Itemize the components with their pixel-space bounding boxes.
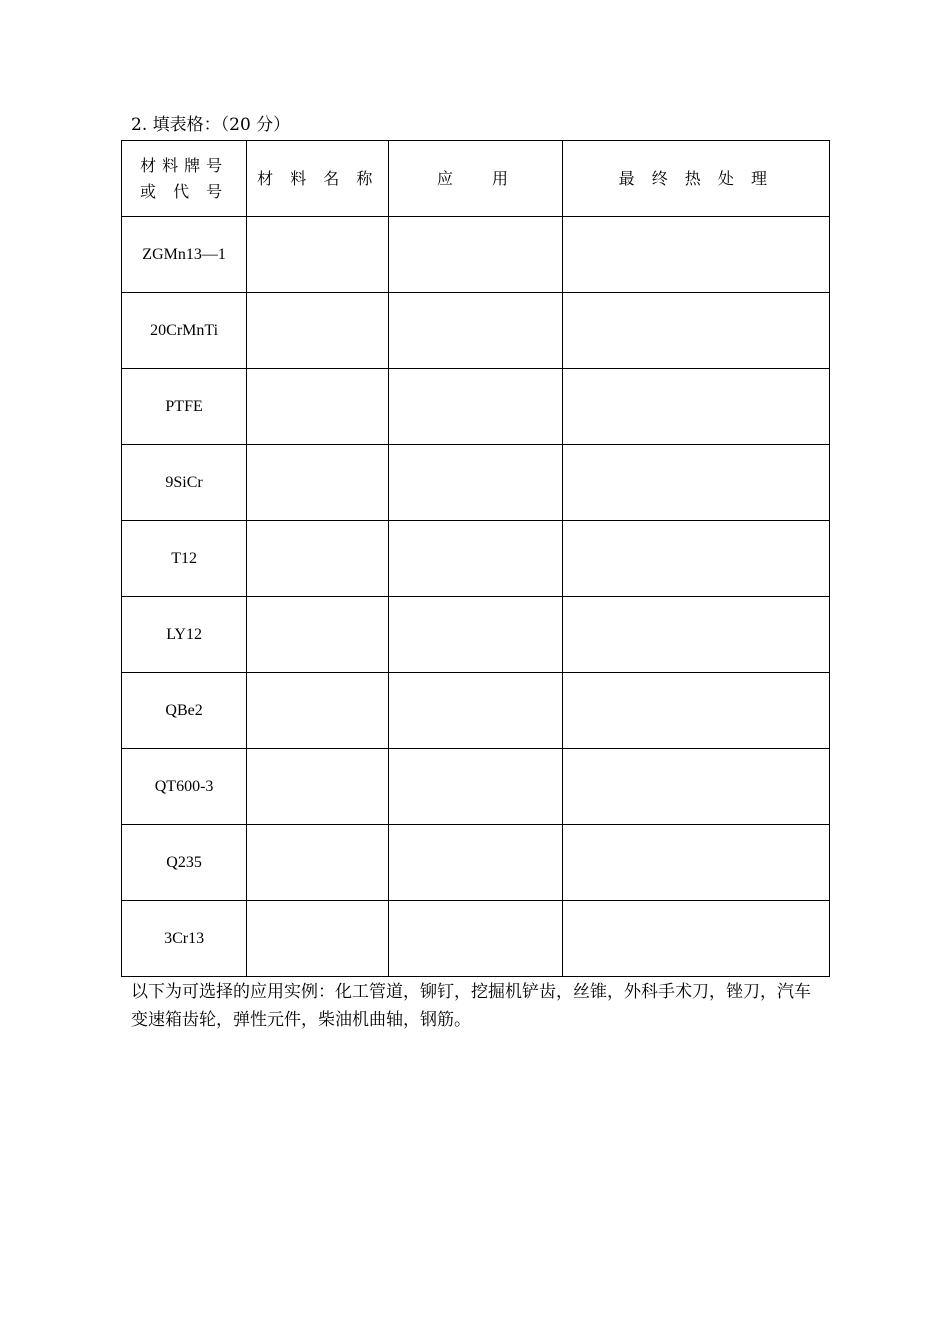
heat-treatment-cell[interactable] (562, 749, 829, 825)
application-cell[interactable] (389, 369, 562, 445)
material-name-cell[interactable] (247, 293, 389, 369)
application-cell[interactable] (389, 749, 562, 825)
table-row (122, 673, 830, 749)
application-cell[interactable] (389, 597, 562, 673)
question-title: 2. 填表格：（20 分） (131, 115, 291, 135)
application-cell[interactable] (389, 673, 562, 749)
material-name-cell[interactable] (247, 901, 389, 977)
heat-treatment-cell[interactable] (562, 673, 829, 749)
table-row (122, 597, 830, 673)
table-header-row (122, 141, 830, 217)
material-code-cell: ZGMn13—1 (122, 217, 247, 293)
application-cell[interactable] (389, 825, 562, 901)
material-code-cell: LY12 (122, 597, 247, 673)
material-code-cell: T12 (122, 521, 247, 597)
heat-treatment-cell[interactable] (562, 445, 829, 521)
material-code-cell: 3Cr13 (122, 901, 247, 977)
material-name-cell[interactable] (247, 825, 389, 901)
heat-treatment-cell[interactable] (562, 369, 829, 445)
material-name-cell[interactable] (247, 445, 389, 521)
material-code-cell: QBe2 (122, 673, 247, 749)
header-final-heat-treatment-label: 最 终 热 处 理 (618, 168, 773, 188)
application-examples-note: 以下为可选择的应用实例：化工管道，铆钉，挖掘机铲齿，丝锥，外科手术刀，锉刀，汽车变速箱齿轮，弹性元件，柴油机曲轴，钢筋。 (131, 982, 811, 1030)
table-row (122, 825, 830, 901)
table-row (122, 445, 830, 521)
header-final-heat-treatment (562, 141, 829, 217)
header-application (389, 141, 562, 217)
header-material-name-label: 材 料 名 称 (257, 168, 379, 188)
table-row (122, 521, 830, 597)
application-cell[interactable] (389, 901, 562, 977)
material-code-cell: 20CrMnTi (122, 293, 247, 369)
table-body (122, 217, 830, 977)
heat-treatment-cell[interactable] (562, 597, 829, 673)
heat-treatment-cell[interactable] (562, 293, 829, 369)
application-cell[interactable] (389, 445, 562, 521)
table-row (122, 369, 830, 445)
table-row (122, 293, 830, 369)
heat-treatment-cell[interactable] (562, 521, 829, 597)
material-name-cell[interactable] (247, 217, 389, 293)
application-cell[interactable] (389, 217, 562, 293)
table-row (122, 749, 830, 825)
material-code-cell: 9SiCr (122, 445, 247, 521)
application-cell[interactable] (389, 293, 562, 369)
application-cell[interactable] (389, 521, 562, 597)
table-row (122, 901, 830, 977)
material-name-cell[interactable] (247, 749, 389, 825)
material-code-cell: PTFE (122, 369, 247, 445)
material-code-cell: Q235 (122, 825, 247, 901)
header-material-name (247, 141, 389, 217)
material-code-cell: QT600-3 (122, 749, 247, 825)
material-name-cell[interactable] (247, 369, 389, 445)
heat-treatment-cell[interactable] (562, 825, 829, 901)
material-name-cell[interactable] (247, 521, 389, 597)
heat-treatment-cell[interactable] (562, 217, 829, 293)
material-name-cell[interactable] (247, 597, 389, 673)
material-name-cell[interactable] (247, 673, 389, 749)
header-material-code-label: 材料牌号 或 代 号 (139, 155, 229, 201)
table-row (122, 217, 830, 293)
header-application-label: 应 用 (436, 168, 515, 188)
materials-table (121, 140, 830, 977)
header-material-code (122, 141, 247, 217)
heat-treatment-cell[interactable] (562, 901, 829, 977)
